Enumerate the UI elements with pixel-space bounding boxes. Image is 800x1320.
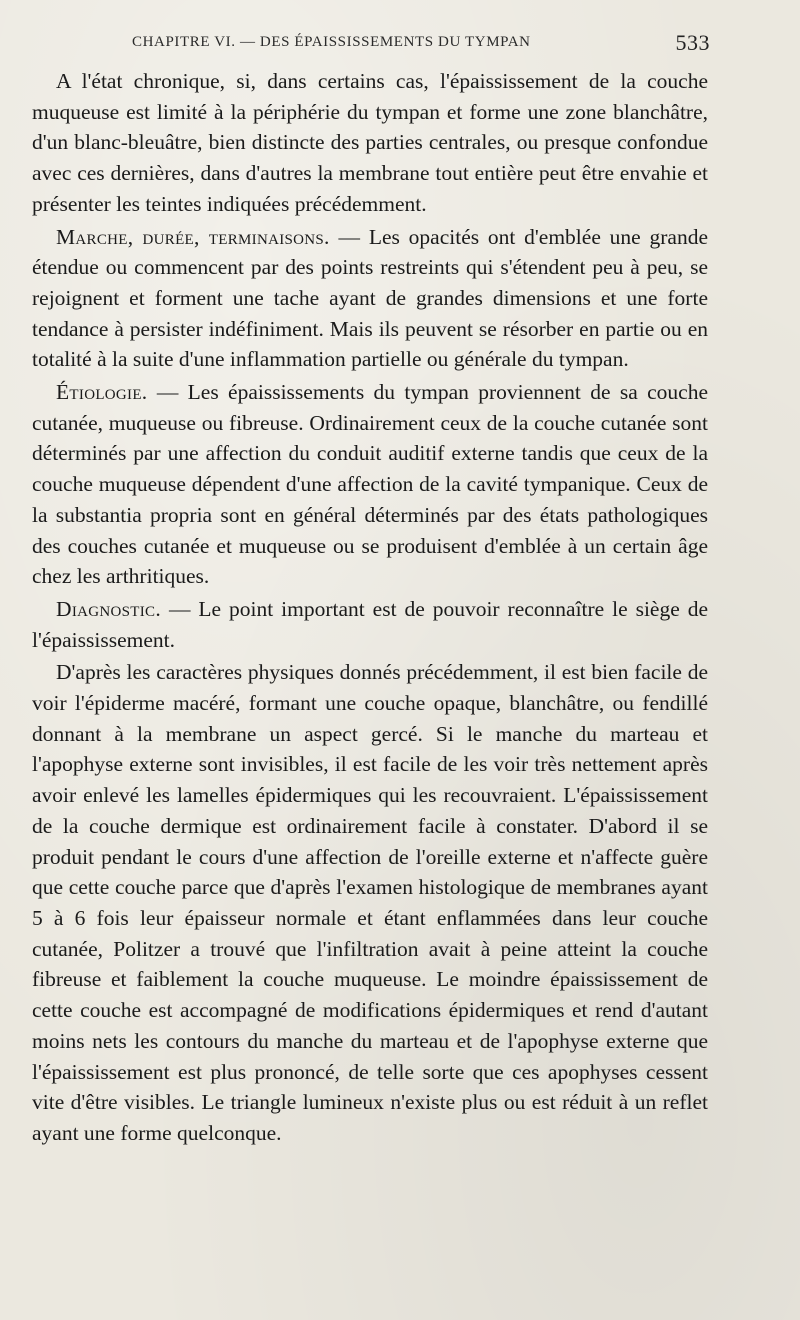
paragraph-text: — Le point important est de pouvoir reconnaître le siège de l'épaississement. (32, 596, 708, 652)
section-heading-marche: Marche, durée, terminaisons. (56, 224, 330, 249)
paragraph-text: — Les opacités ont d'emblée une grande étendue ou commencent par des points restreints qui s'étendent peu à peu, se rejoignent et forment une tache ayant de grandes dimensions et une forte tendance à persister indéfiniment. Mais ils peuvent se résorber en partie ou en totalité à la suite d'une inflammation partielle ou générale du tympan. (32, 224, 708, 372)
paragraph-text: A l'état chronique, si, dans certains cas, l'épaississement de la couche muqueuse est limité à la périphérie du tympan et forme une zone blanchâtre, d'un blanc-bleuâtre, bien distincte des parties centrales, ou presque confondue avec ces dernières, dans d'autres la membrane tout entière peut être envahie et présenter les teintes indiquées précédemment. (32, 69, 708, 216)
paragraph-physical-characters (32, 657, 708, 1148)
section-heading-etiologie: Étiologie. (56, 380, 148, 405)
paragraph-diagnosis (32, 594, 708, 655)
body-text (32, 66, 708, 1149)
paragraph-etiology (32, 377, 708, 592)
page-number: 533 (675, 30, 710, 55)
paragraph-chronic-state (32, 66, 708, 220)
running-head (120, 30, 710, 60)
paragraph-text: — Les épaississements du tympan proviennent de sa couche cutanée, muqueuse ou fibreuse. Ordinairement ceux de la couche cutanée sont déterminés par une affection du conduit auditif externe tandis que ceux de la couche muqueuse dépendent d'une affection de la cavité tympanique. Ceux de la substantia propria sont en général déterminés par des états pathologiques des couches cutanée et muqueuse ou se produisent d'emblée à un certain âge chez les arthritiques. (32, 380, 708, 589)
section-heading-diagnostic: Diagnostic. (56, 596, 162, 621)
paragraph-text: D'après les caractères physiques donnés précédemment, il est bien facile de voir l'épiderme macéré, formant une couche opaque, blanchâtre, ou fendillé donnant à la membrane un aspect gercé. Si le manche du marteau et l'apophyse externe sont invisibles, il est facile de les voir très nettement après avoir enlevé les lamelles épidermiques qui les recouvraient. L'épaississement de la couche dermique est ordinairement facile à constater. D'abord il se produit pendant le cours d'une affection de l'oreille externe et n'affecte guère que cette couche parce que d'après l'examen histologique de membranes ayant 5 à 6 fois leur épaisseur normale et étant enflammées dans leur couche cutanée, Politzer a trouvé que l'infiltration avait à peine atteint la couche fibreuse et faiblement la couche muqueuse. Le moindre épaississement de cette couche est accompagné de modifications épidermiques et rend d'autant moins nets les contours du manche du marteau et de l'apophyse externe que l'épaississement est plus prononcé, de telle sorte que ces apophyses cessent vite d'être visibles. Le triangle lumineux n'existe plus ou est réduit à un reflet ayant une forme quelconque. (32, 660, 708, 1145)
running-title: CHAPITRE VI. — DES ÉPAISSISSEMENTS DU TYMPAN (132, 34, 531, 50)
paragraph-course (32, 222, 708, 376)
